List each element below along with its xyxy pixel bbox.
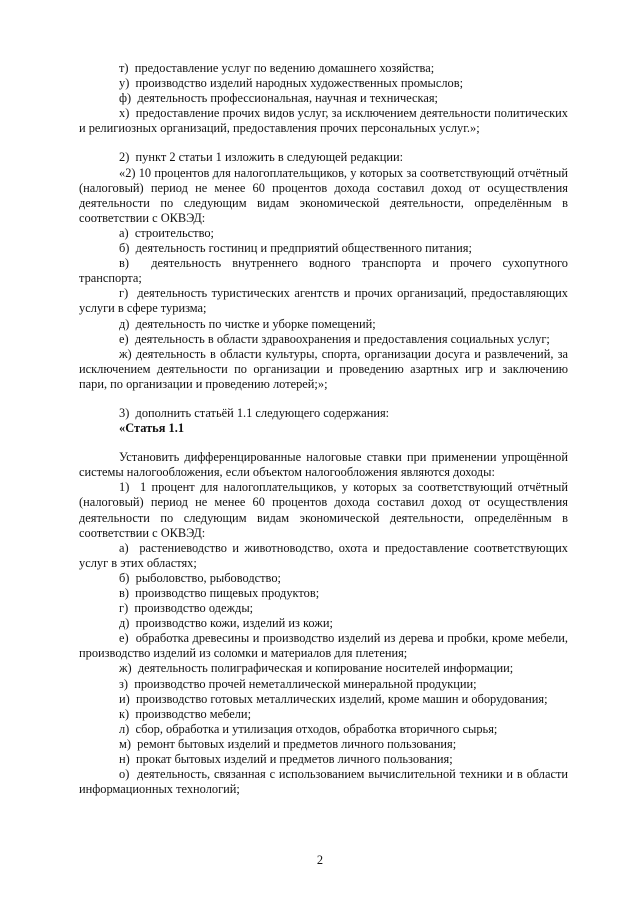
amendment-point-2 bbox=[79, 150, 568, 392]
list-item: к) производство мебели; bbox=[119, 706, 252, 721]
list-item: у) производство изделий народных художественных промыслов; bbox=[119, 76, 464, 91]
page-body bbox=[79, 61, 568, 797]
list-item: н) прокат бытовых изделий и предметов личного пользования; bbox=[119, 752, 453, 767]
list-item: з) производство прочей неметаллической минеральной продукции; bbox=[119, 676, 477, 691]
list-item: г) производство одежды; bbox=[119, 601, 254, 616]
list-item: а) строительство; bbox=[119, 225, 214, 240]
paragraph: Установить дифференцированные налоговые ставки при применении упрощённой системы налогообложения, если объектом налогообложения являются доходы: bbox=[79, 450, 568, 480]
page-number: 2 bbox=[316, 853, 324, 867]
list-item: и) производство готовых металлических изделий, кроме машин и оборудования; bbox=[119, 691, 548, 706]
list-item: ж) деятельность в области культуры, спорта, организации досуга и развлечений, за исключением деятельности по организации и проведению азартных игр и заключению пари, по организации и проведению лотерей;»; bbox=[79, 346, 568, 391]
list-item: в) производство пищевых продуктов; bbox=[119, 586, 320, 600]
list-item: д) производство кожи, изделий из кожи; bbox=[119, 616, 333, 631]
list-item: ж) деятельность полиграфическая и копирование носителей информации; bbox=[119, 661, 514, 676]
article-body bbox=[79, 450, 568, 797]
paragraph: 2) пункт 2 статьи 1 изложить в следующей редакции: bbox=[119, 150, 404, 165]
list-item: б) деятельность гостиниц и предприятий общественного питания; bbox=[119, 241, 472, 256]
article-heading: «Статья 1.1 bbox=[119, 421, 185, 436]
list-item: е) деятельность в области здравоохранения и предоставления социальных услуг; bbox=[119, 331, 550, 346]
amendment-point-3 bbox=[79, 406, 568, 436]
list-item: г) деятельность туристических агентств и прочих организаций, предоставляющих услуги в сфере туризма; bbox=[79, 286, 568, 316]
list-item: м) ремонт бытовых изделий и предметов личного пользования; bbox=[119, 736, 457, 751]
list-item: х) предоставление прочих видов услуг, за исключением деятельности политических и религиозных организаций, предоставления прочих персональных услуг.»; bbox=[79, 106, 568, 136]
list-continuation-1 bbox=[79, 61, 568, 136]
list-item: в) деятельность внутреннего водного транспорта и прочего сухопутного транспорта; bbox=[79, 256, 568, 286]
paragraph: «2) 10 процентов для налогоплательщиков, у которых за соответствующий отчётный (налоговый) период не менее 60 процентов дохода составил доход от осуществления деятельности по следующим видам экономической деятельности, определённым в соответствии с ОКВЭД: bbox=[79, 165, 568, 225]
list-item: л) сбор, обработка и утилизация отходов, обработка вторичного сырья; bbox=[119, 721, 498, 736]
list-item: ф) деятельность профессиональная, научная и техническая; bbox=[119, 91, 438, 106]
list-item: т) предоставление услуг по ведению домашнего хозяйства; bbox=[119, 61, 435, 75]
list-item: а) растениеводство и животноводство, охота и предоставление соответствующих услуг в этих областях; bbox=[79, 540, 568, 570]
paragraph: 1) 1 процент для налогоплательщиков, у которых за соответствующий отчётный (налоговый) период не менее 60 процентов дохода составил доход от осуществления деятельности по следующим видам экономической деятельности, определённым в соответствии с ОКВЭД: bbox=[79, 480, 568, 540]
list-item: е) обработка древесины и производство изделий из дерева и пробки, кроме мебели, производство изделий из соломки и материалов для плетения; bbox=[79, 631, 568, 661]
paragraph: 3) дополнить статьёй 1.1 следующего содержания: bbox=[119, 405, 390, 420]
list-item: д) деятельность по чистке и уборке помещений; bbox=[119, 316, 376, 331]
list-item: о) деятельность, связанная с использованием вычислительной техники и в области информационных технологий; bbox=[79, 767, 568, 797]
list-item: б) рыболовство, рыбоводство; bbox=[119, 570, 281, 585]
